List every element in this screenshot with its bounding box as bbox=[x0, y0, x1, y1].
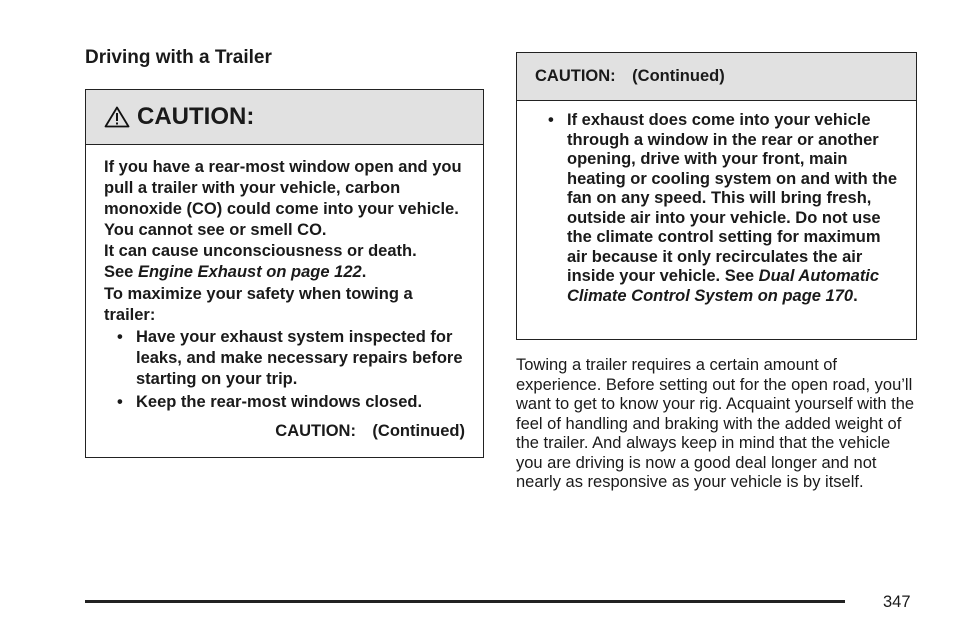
caution-para-towing: To maximize your safety when towing a trailer: bbox=[104, 285, 413, 324]
caution-continued-list bbox=[548, 111, 902, 306]
caution-para-co-warning: If you have a rear-most window open and you pull a trailer with your vehicle, carbon monoxide (CO) could come into your vehicle. You cannot see or smell CO. bbox=[104, 158, 462, 239]
warning-triangle-icon bbox=[104, 106, 130, 128]
caution-body bbox=[86, 145, 483, 442]
list-item bbox=[548, 111, 902, 306]
list-item: • Have your exhaust system inspected for leaks, and make necessary repairs before starting on your trip. bbox=[117, 327, 465, 390]
towing-body-text: Towing a trailer requires a certain amount of experience. Before setting out for the open road, you’ll want to get to know your rig. Acquaint yourself with the feel of handling and braking with the added weight of the trailer. And always keep in mind that the vehicle you are driving is now a good deal longer and not nearly as responsive as your vehicle is by itself. bbox=[516, 356, 915, 491]
exhaust-bullet-text: If exhaust does come into your vehicle through a window in the rear or another opening, drive with your front, main heating or cooling system on and with the fan on any speed. This will bring fresh, outside air into your vehicle. Do not use the climate control setting for maximum air because it only recirculates the air inside your vehicle. See bbox=[567, 111, 898, 285]
caution-title: CAUTION: bbox=[137, 103, 255, 130]
see-suffix: . bbox=[361, 263, 367, 281]
bullet-suffix: . bbox=[853, 286, 858, 305]
caution-box bbox=[85, 89, 484, 458]
caution-continued-box bbox=[516, 52, 917, 340]
caution-continued-header: CAUTION: (Continued) bbox=[517, 53, 916, 101]
caution-see-reference bbox=[104, 262, 465, 283]
caution-continued-label: CAUTION: (Continued) bbox=[275, 422, 465, 440]
footer-rule bbox=[85, 600, 845, 603]
section-title: Driving with a Trailer bbox=[85, 47, 272, 68]
caution-header bbox=[86, 90, 483, 145]
list-item: • Keep the rear-most windows closed. bbox=[117, 392, 465, 413]
caution-continued-body bbox=[517, 101, 916, 306]
caution-bullet-list bbox=[117, 327, 465, 413]
page-number: 347 bbox=[883, 593, 911, 611]
climate-control-link[interactable]: Dual Automatic Climate Control System on page 170 bbox=[567, 267, 880, 305]
caution-para-death-warning: It can cause unconsciousness or death. bbox=[104, 242, 417, 260]
see-prefix: See bbox=[104, 263, 138, 281]
engine-exhaust-link[interactable]: Engine Exhaust on page 122 bbox=[137, 263, 362, 281]
